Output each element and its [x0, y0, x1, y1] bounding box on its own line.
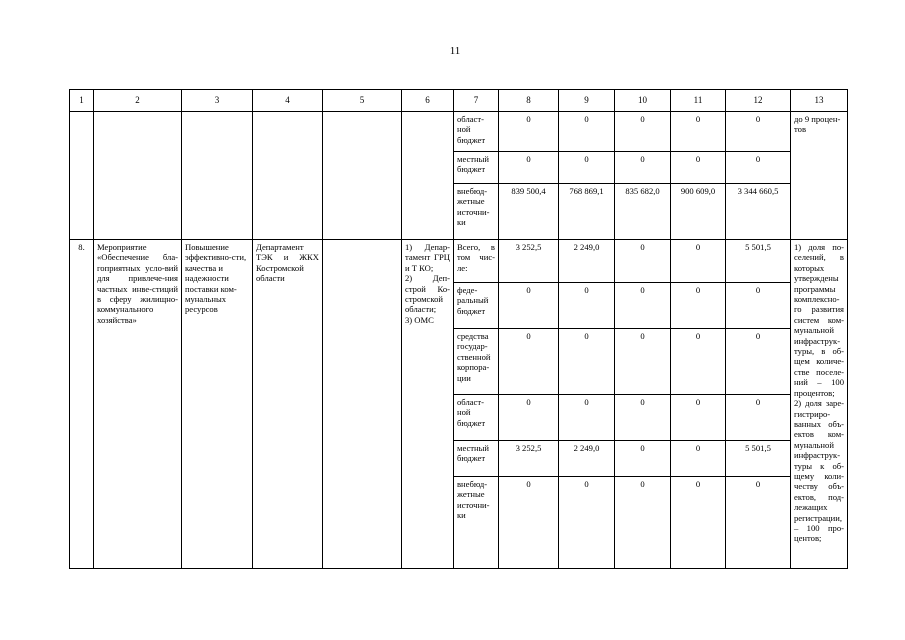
- responsible-party: Департамент ТЭК и ЖКХ Костромской области: [253, 240, 323, 569]
- funding-source: Всего, в том чис-ле:: [454, 240, 499, 283]
- value-cell: 0: [726, 283, 791, 329]
- value-cell: 0: [559, 395, 615, 441]
- funding-source: внебюд- жетные источни- ки: [454, 477, 499, 569]
- value-cell: 0: [671, 152, 726, 184]
- value-cell: 3 344 660,5: [726, 184, 791, 240]
- indicator-cell: 1) доля по-селений, в которых утверждены программы комплексно-го развития систем ком-мунальной инфраструк-туры, в об-щем количе-стве поселе-ний – 100 процентов; 2) доля заре-гистриро-ванных объ-ектов ком-мунальной инфраструк-туры к об-щему коли-честву объ-ектов, под-лежащих регистрации, – 100 про-центов;: [791, 240, 848, 569]
- empty-cell: [94, 112, 182, 240]
- value-cell: 0: [559, 152, 615, 184]
- header-cell: 9: [559, 90, 615, 112]
- value-cell: 839 500,4: [499, 184, 559, 240]
- indicator-cell: до 9 процен- тов: [791, 112, 848, 240]
- header-cell: 3: [182, 90, 253, 112]
- value-cell: 0: [615, 441, 671, 477]
- value-cell: 0: [726, 329, 791, 395]
- funding-source: внебюд- жетные источни- ки: [454, 184, 499, 240]
- value-cell: 2 249,0: [559, 441, 615, 477]
- value-cell: 0: [671, 283, 726, 329]
- header-cell: 11: [671, 90, 726, 112]
- value-cell: 3 252,5: [499, 240, 559, 283]
- value-cell: 0: [726, 152, 791, 184]
- value-cell: 835 682,0: [615, 184, 671, 240]
- program-table: [69, 89, 848, 569]
- value-cell: 0: [726, 477, 791, 569]
- value-cell: 0: [499, 395, 559, 441]
- header-cell: 7: [454, 90, 499, 112]
- value-cell: 0: [559, 112, 615, 152]
- header-row: [70, 90, 848, 112]
- value-cell: 0: [615, 112, 671, 152]
- value-cell: 5 501,5: [726, 240, 791, 283]
- header-cell: 5: [323, 90, 402, 112]
- funding-source: местный бюджет: [454, 152, 499, 184]
- header-cell: 6: [402, 90, 454, 112]
- value-cell: 0: [726, 112, 791, 152]
- empty-cell: [70, 112, 94, 240]
- header-cell: 2: [94, 90, 182, 112]
- funding-source: местный бюджет: [454, 441, 499, 477]
- value-cell: 2 249,0: [559, 240, 615, 283]
- header-cell: 13: [791, 90, 848, 112]
- value-cell: 0: [615, 477, 671, 569]
- event-name: Мероприятие «Обеспечение бла-гоприятных усло-вий для привлече-ния частных инве-стиций в сферу жилищно-коммунального хозяйства»: [94, 240, 182, 569]
- header-cell: 10: [615, 90, 671, 112]
- value-cell: 3 252,5: [499, 441, 559, 477]
- header-cell: 8: [499, 90, 559, 112]
- value-cell: 0: [499, 112, 559, 152]
- value-cell: 0: [615, 240, 671, 283]
- header-cell: 4: [253, 90, 323, 112]
- funding-source: феде- ральный бюджет: [454, 283, 499, 329]
- empty-cell: [323, 240, 402, 569]
- value-cell: 0: [499, 152, 559, 184]
- table-row: [70, 240, 848, 283]
- executors: 1) Депар-тамент ГРЦ и Т КО; 2) Деп-строй Ко-стромской области; 3) ОМС: [402, 240, 454, 569]
- value-cell: 0: [726, 395, 791, 441]
- value-cell: 0: [671, 441, 726, 477]
- value-cell: 0: [499, 329, 559, 395]
- value-cell: 0: [671, 240, 726, 283]
- value-cell: 0: [615, 395, 671, 441]
- value-cell: 0: [671, 395, 726, 441]
- value-cell: 768 869,1: [559, 184, 615, 240]
- header-cell: 1: [70, 90, 94, 112]
- empty-cell: [182, 112, 253, 240]
- value-cell: 0: [615, 329, 671, 395]
- value-cell: 0: [671, 112, 726, 152]
- value-cell: 5 501,5: [726, 441, 791, 477]
- value-cell: 0: [671, 329, 726, 395]
- value-cell: 0: [499, 477, 559, 569]
- row-number: 8.: [70, 240, 94, 569]
- value-cell: 0: [559, 283, 615, 329]
- value-cell: 0: [499, 283, 559, 329]
- event-goal: Повышение эффективно-сти, качества и надежности поставки ком-мунальных ресурсов: [182, 240, 253, 569]
- empty-cell: [323, 112, 402, 240]
- funding-source: средства государ- ственной корпора- ции: [454, 329, 499, 395]
- page-number: 11: [449, 45, 461, 57]
- table-row: [70, 112, 848, 152]
- value-cell: 0: [559, 477, 615, 569]
- empty-cell: [253, 112, 323, 240]
- value-cell: 0: [615, 152, 671, 184]
- funding-source: област- ной бюджет: [454, 112, 499, 152]
- value-cell: 0: [615, 283, 671, 329]
- funding-source: област- ной бюджет: [454, 395, 499, 441]
- value-cell: 0: [671, 477, 726, 569]
- value-cell: 0: [559, 329, 615, 395]
- value-cell: 900 609,0: [671, 184, 726, 240]
- empty-cell: [402, 112, 454, 240]
- header-cell: 12: [726, 90, 791, 112]
